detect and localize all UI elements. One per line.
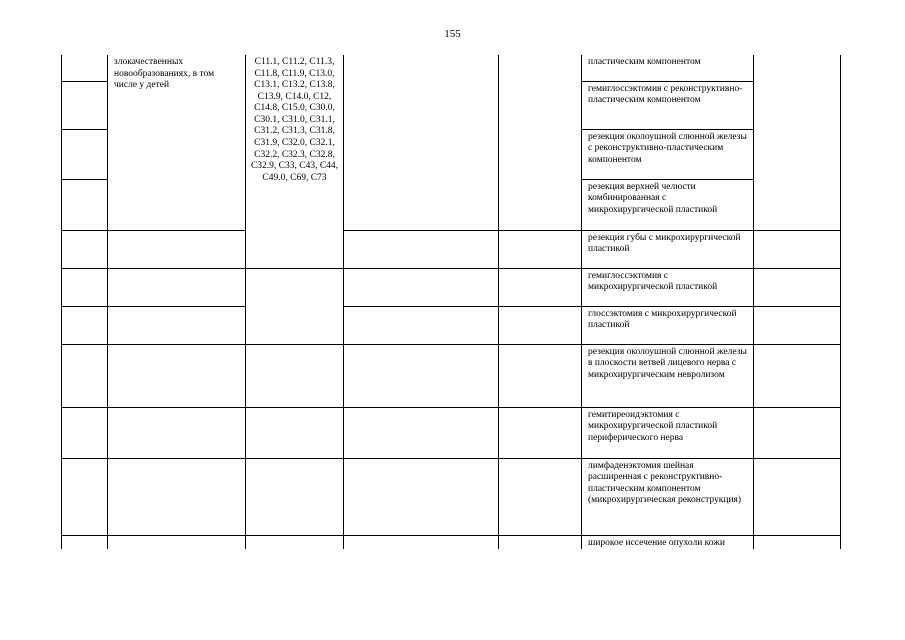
row-number-cell [62,129,108,179]
row-number-cell [62,306,108,344]
treatment-type-cell [499,535,582,549]
condition-cell [108,268,246,306]
treatment-type-cell [499,55,582,230]
treatment-type-cell [499,230,582,268]
treatment-method-cell: резекция околоушной слюнной железы в плоскости ветвей лицевого нерва с микрохирургическим невролизом [582,344,754,407]
norm-cell [754,535,841,549]
row-number-cell [62,81,108,129]
table-row [62,268,841,306]
treatment-type-cell [499,458,582,535]
condition-cell [108,535,246,549]
condition-cell [108,458,246,535]
condition-cell [108,344,246,407]
row-number-cell [62,230,108,268]
icd-codes-cell [246,535,344,549]
condition-cell: злокачественных новообразованиях, в том числе у детей [108,55,246,230]
norm-cell [754,344,841,407]
condition-cell [108,306,246,344]
icd-codes-cell [246,407,344,458]
icd-codes-cell [246,268,344,344]
row-number-cell [62,268,108,306]
treatment-type-cell [499,344,582,407]
patient-model-cell [344,306,499,344]
norm-cell [754,458,841,535]
row-number-cell [62,55,108,81]
treatment-method-cell: гемиглоссэктомия с реконструктивно-пластическим компонентом [582,81,754,129]
patient-model-cell [344,407,499,458]
icd-codes-cell [246,458,344,535]
treatment-method-cell: гемиглоссэктомия с микрохирургической пластикой [582,268,754,306]
row-number-cell [62,407,108,458]
patient-model-cell [344,268,499,306]
norm-cell [754,407,841,458]
norm-cell [754,268,841,306]
norm-cell [754,230,841,268]
treatment-method-cell: лимфаденэктомия шейная расширенная с реконструктивно-пластическим компонентом (микрохирургическая реконструкция) [582,458,754,535]
icd-codes-cell [246,344,344,407]
treatment-type-cell [499,306,582,344]
row-number-cell [62,344,108,407]
table-row [62,344,841,407]
treatment-method-cell: гемитиреоидэктомия с микрохирургической пластикой периферического нерва [582,407,754,458]
table-row [62,458,841,535]
patient-model-cell [344,230,499,268]
treatment-method-cell: резекция губы с микрохирургической пластикой [582,230,754,268]
patient-model-cell [344,535,499,549]
patient-model-cell [344,55,499,230]
row-number-cell [62,179,108,230]
patient-model-cell [344,344,499,407]
icd-codes-cell: C11.1, C11.2, C11.3, C11.8, C11.9, C13.0, C13.1, C13.2, C13.8, C13.9, C14.0, C12, C14.8, C15.0, C30.0, C30.1, C31.0, C31.1, C31.2, C31.3, C31.8, C31.9, C32.0, C32.1, C32.2, C32.3, C32.8, C32.9, C33, C43, C44, C49.0, C69, C73 [246,55,344,268]
page-number: 155 [444,28,461,40]
patient-model-cell [344,458,499,535]
row-number-cell [62,458,108,535]
table-row [62,535,841,549]
table-row [62,55,841,81]
treatment-method-cell: пластическим компонентом [582,55,754,81]
norm-cell [754,306,841,344]
treatment-type-cell [499,407,582,458]
row-number-cell [62,535,108,549]
condition-cell [108,407,246,458]
table-row [62,306,841,344]
treatment-type-cell [499,268,582,306]
treatment-method-cell: широкое иссечение опухоли кожи [582,535,754,549]
table-row [62,407,841,458]
norm-cell [754,55,841,230]
medical-care-table [61,55,841,549]
table-row [62,230,841,268]
treatment-method-cell: глоссэктомия с микрохирургической пластикой [582,306,754,344]
treatment-method-cell: резекция верхней челюсти комбинированная с микрохирургической пластикой [582,179,754,230]
condition-cell [108,230,246,268]
treatment-method-cell: резекция околоушной слюнной железы с реконструктивно-пластическим компонентом [582,129,754,179]
